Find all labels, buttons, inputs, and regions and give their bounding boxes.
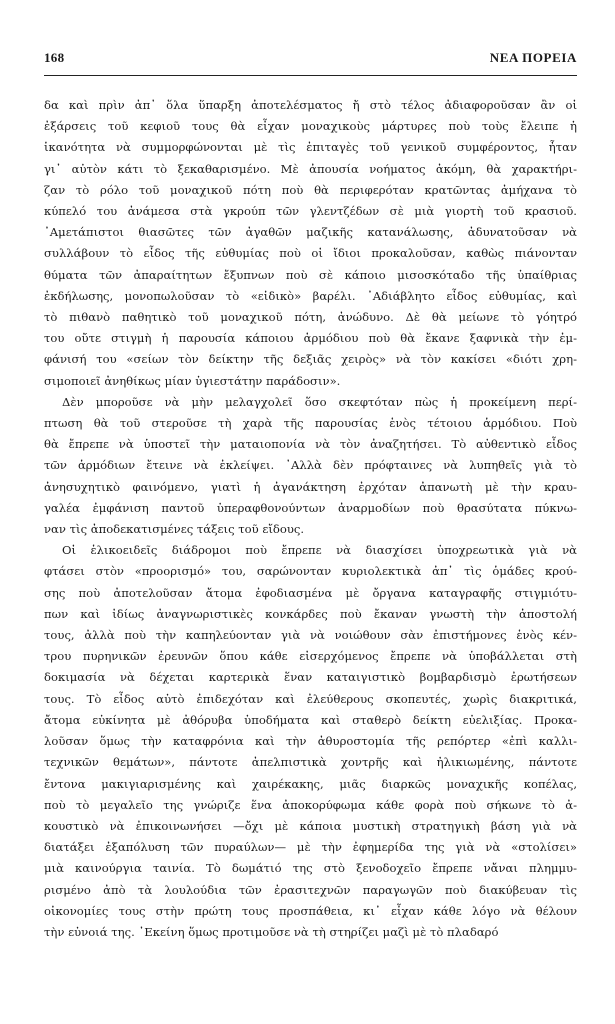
header-rule <box>44 75 577 76</box>
journal-title: ΝΕΑ ΠΟΡΕΙΑ <box>489 50 577 65</box>
text-line: Οἱ ἑλικοειδεῖς διάδρομοι ποὺ ἔπρεπε νὰ διασχίσει ὑποχρεωτικὰ γιὰ νὰ <box>62 543 577 558</box>
text-line: τεχνικῶν θεμάτων», πάντοτε ἀπελπιστικὰ χοντρῆς καὶ ἠλικιωμένης, πάντοτε <box>44 755 577 770</box>
paragraph <box>44 95 577 392</box>
text-line: ποὺ τὸ μεγαλεῖο της γνώριζε ἕνα ἀποκορύφωμα κάθε φορὰ ποὺ σήκωνε τὸ ἀ- <box>44 797 577 812</box>
text-line: ᾿Αμετάπιστοι θιασῶτες τῶν ἀγαθῶν μαζικῆς κατανάλωσης, ἀδυνατοῦσαν νὰ <box>44 225 577 240</box>
text-line: του οὔτε στιγμὴ ἡ παρουσία κάποιου ἁρμόδιου ποὺ θὰ ἔκανε ξαφνικὰ τὴν ἐμ- <box>44 331 577 346</box>
text-line: τους, ἀλλὰ ποὺ τὴν καπηλεύονταν γιὰ νὰ νοιώθουν σὰν ἐπιστήμονες ἑνὸς κέν- <box>44 628 577 643</box>
text-line: γαλέα ἐμφάνιση παντοῦ ὑπεραφθονούντων ἀναρμοδίων ποὺ θρασύτατα πύκνω- <box>44 500 577 515</box>
text-line: ναν τὶς ἀποδεκατισμένες τάξεις τοῦ εἴδους. <box>44 522 305 537</box>
text-line: πων καὶ ἰδίως ἀναγνωριστικὲς κονκάρδες ποὺ ἔκαναν γνωστὴ τὴν ἀποστολή <box>44 606 577 621</box>
text-line: μιὰ καινούργια ταινία. Τὸ δωμάτιό της στὸ ξενοδοχεῖο ἔπρεπε νἄναι πλημμυ- <box>44 861 577 876</box>
text-line: πτωση θὰ τοῦ στεροῦσε τὴ χαρὰ τῆς παρουσίας ἑνὸς τέτοιου ἁρμόδιου. Ποὺ <box>44 416 577 431</box>
text-line: ρισμένο ἀπὸ τὰ λουλούδια τῶν ἐρασιτεχνῶν παραγωγῶν ποὺ διακύβευαν τὶς <box>44 882 577 897</box>
text-line: ἐξάρσεις τοῦ κεφιοῦ τους θὰ εἶχαν μοναχικοὺς μάρτυρες ποὺ τοὺς ἔλειπε ἡ <box>44 119 577 134</box>
text-line: θύματα τῶν ἀπαραίτητων ἔξυπνων ποὺ σὲ κάποιο μισοσκόταδο τῆς ὑπαίθριας <box>44 267 577 282</box>
text-line: φτάσει στὸν «προορισμό» του, σαρώνονταν κυριολεκτικὰ ἀπ᾿ τὶς ὁμάδες κρού- <box>44 564 577 579</box>
text-line: ἔντονα μακιγιαρισμένης καὶ χαιρέκακης, μιᾶς διαρκῶς μοναχικῆς κοπέλας, <box>44 776 577 791</box>
text-line: τρου πυρηνικῶν ἐρευνῶν ὅπου κάθε εἰσερχόμενος ἔπρεπε νὰ ὑποβάλλεται στὴ <box>44 649 577 664</box>
text-line: γι᾿ αὐτὸν κάτι τὸ ξεκαθαρισμένο. Μὲ ἀπουσία νοήματος ἀκόμη, θὰ χαρακτήρι- <box>44 161 577 176</box>
text-line: τὴν εὐνοιά της. ᾿Εκείνη ὅμως προτιμοῦσε νὰ τὴ στηρίζει μαζὶ μὲ τὸ πλαδαρό <box>44 924 499 939</box>
body-text <box>44 95 577 943</box>
text-line: συλλάβουν τὸ εἶδος τῆς εὐθυμίας ποὺ οἱ ἴδιοι προκαλοῦσαν, καθὼς πιάνονταν <box>44 246 577 261</box>
paragraph <box>44 392 577 540</box>
text-line: ἱκανότητα νὰ συμμορφώνονται μὲ τὶς ἐπιταγὲς τοῦ γενικοῦ συμφέροντος, ἦταν <box>44 140 577 155</box>
text-line: ἀνησυχητικὸ φαινόμενο, γιατὶ ἡ ἀγανάκτηση ἐρχόταν ἀπανωτὴ μὲ τὴν κραυ- <box>44 479 577 494</box>
text-line: διατάξει ἐξαπόλυση τῶν πυραύλων— μὲ τὴν ἐφημερίδα της γιὰ νὰ «στολίσει» <box>44 840 577 855</box>
running-head <box>44 50 577 70</box>
text-line: θὰ ἔπρεπε νὰ ὑποστεῖ τὴν ματαιοπονία νὰ τὸν ἀναζητήσει. Τὸ αὐθεντικὸ εἶδος <box>44 437 577 452</box>
text-line: τους. Τὸ εἶδος αὐτὸ ἐπιδεχόταν καὶ ἐλεύθερους σκοπευτές, χωρὶς διακριτικά, <box>44 691 577 706</box>
text-line: φάνισή του «σείων τὸν δείκτην τῆς δεξιᾶς χειρὸς» νὰ τὸν κακίσει «διότι χρη- <box>44 352 577 367</box>
text-line: δοκιμασία νὰ δέχεται καρτερικὰ ἕναν καταιγιστικὸ βομβαρδισμὸ ἐρωτήσεων <box>44 670 577 685</box>
text-line: ἐκδήλωσης, μονοπωλοῦσαν τὸ «εἰδικὸ» βαρέλι. ᾿Αδιάβλητο εἶδος εὐθυμίας, καὶ <box>44 288 577 303</box>
text-line: δα καὶ πρὶν ἀπ᾿ ὅλα ὕπαρξη ἀποτελέσματος ἤ στὸ τέλος ἀδιαφοροῦσαν ἂν οἱ <box>44 98 577 112</box>
text-line: οἰκονομίες τους στὴν πρώτη τους προσπάθεια, κι᾿ εἶχαν κάθε λόγο νὰ θέλουν <box>44 903 577 918</box>
text-line: λοῦσαν ὅμως τὴν καταφρόνια καὶ τὴν ἀθυροστομία τῆς ρεπόρτερ «ἐπὶ καλλι- <box>44 734 577 749</box>
text-line: κύπελό του ἀνάμεσα στὰ γκρούπ τῶν γλεντζέδων σὲ μιὰ γιορτὴ τοῦ κρασιοῦ. <box>44 204 577 219</box>
text-line: ἄτομα εὐκίνητα μὲ ἀθόρυβα ὑποδήματα καὶ σταθερὸ δείκτη εὐελιξίας. Προκα- <box>44 712 577 727</box>
text-line: κουστικὸ νὰ ἐπικοινωνήσει —ὄχι μὲ κάποια μυστικὴ στρατηγικὴ βάση γιὰ νὰ <box>44 818 577 833</box>
text-line: σης ποὺ ἀποτελοῦσαν ἄτομα ἐφοδιασμένα μὲ ὄργανα καταγραφῆς στιγμιότυ- <box>44 585 577 600</box>
text-line: ζαν τὸ ρόλο τοῦ μοναχικοῦ πότη ποὺ θὰ περιφερόταν κρατῶντας ἀμήχανα τὸ <box>44 182 577 197</box>
text-line: τὸ πιθανὸ παθητικὸ τοῦ μοναχικοῦ πότη, ἀνώδυνο. Δὲ θὰ μείωνε τὸ γόητρό <box>44 310 577 325</box>
text-line: Δὲν μποροῦσε νὰ μὴν μελαγχολεῖ ὅσο σκεφτόταν πὼς ἡ προκείμενη περί- <box>62 394 577 409</box>
text-line: τῶν ἁρμόδιων ἔτεινε νὰ ἐκλείψει. ᾿Αλλὰ δὲν πρόφταινες νὰ λυπηθεῖς γιὰ τὸ <box>44 458 577 473</box>
text-line: σιμοποιεῖ ἀνηθίκως μίαν ὑγιεστάτην παράδοσιν». <box>44 373 341 388</box>
page-number: 168 <box>44 50 65 65</box>
paragraph <box>44 540 577 943</box>
